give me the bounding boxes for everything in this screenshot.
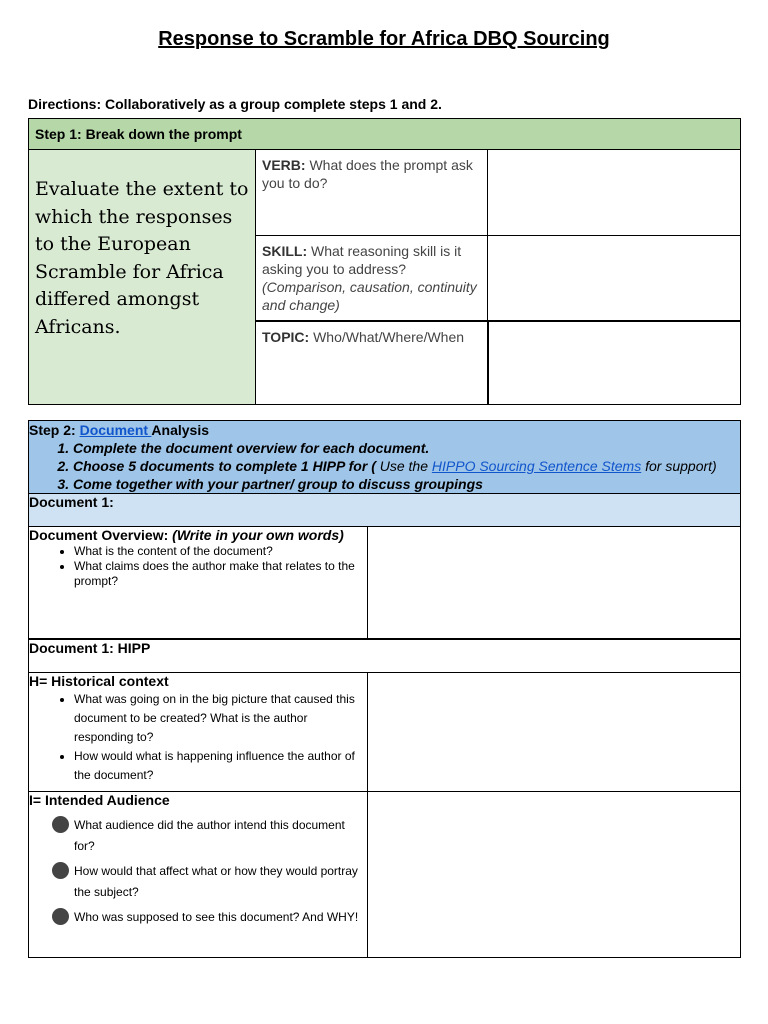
document-1-label: Document 1: [29, 494, 741, 527]
skill-hint: (Comparison, causation, continuity and change) [262, 279, 477, 313]
historical-context-cell [29, 672, 368, 791]
topic-label: TOPIC: [262, 329, 310, 345]
overview-answer-cell[interactable] [368, 527, 741, 639]
bullet-text: Who was supposed to see this document? And WHY! [74, 909, 359, 924]
overview-heading [29, 527, 367, 544]
instruction-1: 1. Complete the document overview for each document. [73, 439, 740, 457]
verb-question [256, 150, 488, 236]
step2-prefix: Step 2: [29, 422, 80, 438]
historical-context-heading: H= Historical context [29, 672, 169, 689]
instruction-2-plain: Use the [379, 458, 432, 474]
topic-text: Who/What/Where/When [309, 329, 465, 345]
instruction-2-bold: Choose 5 documents to complete 1 HIPP for ( [73, 458, 380, 474]
bullet-text: What audience did the author intend this document for? [74, 817, 345, 853]
intended-audience-cell [29, 791, 368, 957]
skill-question [256, 236, 488, 322]
intended-audience-bullets [29, 815, 367, 928]
overview-bullets [29, 544, 367, 589]
bullet-text: How would that affect what or how they would portray the subject? [74, 863, 358, 899]
instruction-3: 3. Come together with your partner/ group to discuss groupings [73, 475, 740, 493]
overview-heading-text: Document Overview: [29, 527, 173, 543]
prompt-text: Evaluate the extent to which the responses to the European Scramble for Africa differed amongst Africans. [29, 150, 256, 405]
instruction-2-after: for support) [641, 458, 717, 474]
document-overview-cell [29, 527, 368, 639]
skill-label: SKILL: [262, 243, 308, 259]
step2-instructions [29, 439, 740, 493]
directions: Directions: Collaboratively as a group complete steps 1 and 2. [28, 96, 442, 112]
list-item: • What is the content of the document? [74, 544, 367, 559]
historical-context-answer-cell[interactable] [368, 672, 741, 791]
list-item: • What claims does the author make that relates to the prompt? [74, 559, 367, 589]
list-item: • What was going on in the big picture that caused this document to be created? What is the author responding to? [74, 690, 367, 747]
instruction-2 [73, 457, 740, 475]
list-item [29, 907, 367, 928]
hippo-stems-link[interactable]: HIPPO Sourcing Sentence Stems [431, 458, 642, 474]
page-title: Response to Scramble for Africa DBQ Sourcing [158, 28, 610, 50]
skill-answer-cell[interactable] [488, 236, 741, 322]
document-1-hipp-label: Document 1: HIPP [29, 639, 741, 673]
step1-table [28, 118, 741, 405]
bullet-circle-icon [52, 862, 69, 879]
step2-table [28, 420, 741, 958]
overview-heading-italic: (Write in your own words) [172, 527, 344, 543]
verb-label: VERB: [262, 157, 306, 173]
list-item: • How would what is happening influence the author of the document? [74, 747, 367, 785]
bullet-circle-icon [52, 908, 69, 925]
step2-suffix: Analysis [151, 422, 209, 438]
list-item [29, 815, 367, 857]
topic-question [256, 321, 488, 404]
verb-text: What does the prompt ask you to do? [262, 157, 473, 191]
list-item [29, 861, 367, 903]
skill-text: What reasoning skill is it asking you to address? [262, 243, 462, 277]
topic-answer-cell[interactable] [488, 321, 741, 404]
document-link[interactable]: Document [79, 422, 152, 438]
bullet-circle-icon [52, 816, 69, 833]
intended-audience-answer-cell[interactable] [368, 791, 741, 957]
intended-audience-heading: I= Intended Audience [29, 791, 170, 808]
step2-header-cell [29, 421, 741, 494]
historical-context-bullets [29, 690, 367, 785]
step1-header: Step 1: Break down the prompt [29, 119, 741, 150]
verb-answer-cell[interactable] [488, 150, 741, 236]
